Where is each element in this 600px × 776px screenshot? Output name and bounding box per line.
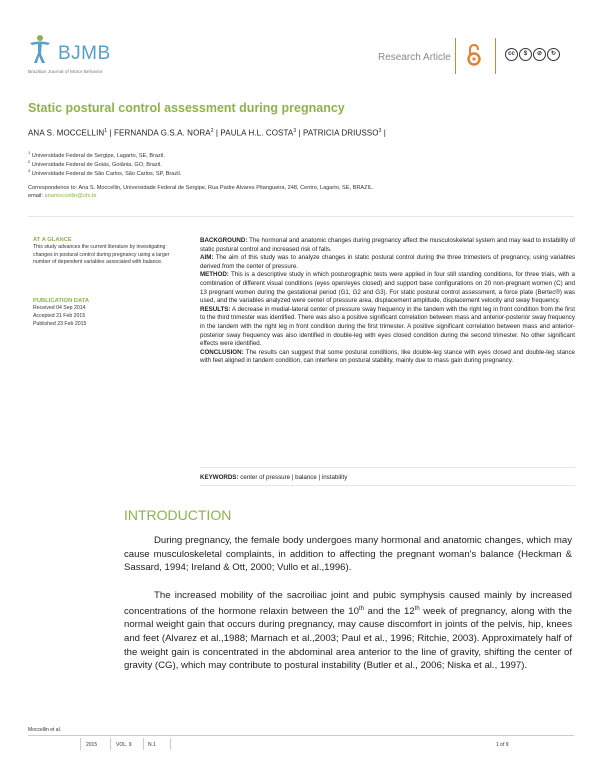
divider: [200, 467, 575, 468]
header-divider-2: [495, 38, 496, 74]
body-paragraph: The increased mobility of the sacroiliac joint and pubic symphysis caused mainly by increased concentrations of the hormone relaxin between the 10th and the 12th week of pregnancy, along with the normal weight gain that occurs during pregnancy, may cause discomfort in joints of the pelvis, hip, knees and feet (Alvarez et al.,1988; Marnach et al.,2003; Paul et al., 1996; Ritchie, 2003). Approximately half of the weight gain is concentrated in the abdominal area anterior to the line of gravity, shifting the center of gravity (CG), which may contribute to postural instability (Butler et al., 2006; Niska et al., 1997).: [124, 590, 572, 672]
page-number: 1 of 9: [496, 742, 509, 748]
footer-volume: VOL. 9: [116, 742, 132, 748]
footer-divider: [80, 738, 81, 750]
published-date: Published 23 Feb 2015: [33, 321, 87, 327]
author-name: PATRICIA DRIUSSO: [303, 128, 379, 138]
email-link[interactable]: anamoccellin@ufs.br: [44, 193, 97, 199]
keywords: KEYWORDS: center of pressure | balance | instability: [200, 474, 348, 481]
author-list: ANA S. MOCCELLIN$^1$ | FERNANDA G.S.A. NORA$^2$ | PAULA H.L. COSTA$^3$ | PATRICIA DRIUSSO$^3$ |: [28, 128, 386, 138]
footer-divider: [110, 738, 111, 750]
abstract: BACKGROUND: The hormonal and anatomic changes during pregnancy affect the musculoskeletal system and may lead to instability of static postural control and increased risk of falls. AIM: The aim of this study was to analyze changes in static postural control during the three trimesters of pregnancy, using variables derived from the center of pressure. METHOD: This is a descriptive study in which posturographic tests were applied in four still standing conditions, for three trials, with a combination of different visual conditions (eyes open/eyes closed) and support base configurations on 20 non-pregnant women (C) and 13 pregnant women during the gestational period (G1, G2 and G3). For static postural control assessment, a force plate (Bertec®) was used, and the variables analyzed were center of pressure area, displacement amplitude, displacement velocity and sway frequency. RESULTS: A decrease in medial-lateral center of pressure sway frequency in the tandem with the right leg in front condition from the first to the third trimester was identified. There was also a positive significant correlation between mass and anterior-posterior sway frequency in the tandem with the right leg in front condition during the first trimester. A positive significant correlation between mass and anterior-posterior sway frequency was also identified in double-leg with eyes closed condition during the second trimester. No other significant effects were identified. CONCLUSION: The results can suggest that some postural conditions, like double-leg stance with eyes closed and double-leg stance with feet aligned in tandem condition, can interfere on postural stability, mainly due to mass gain during pregnancy.: [200, 237, 576, 365]
correspondence: Correspondence to: Ana S. Moccellin, Universidade Federal de Sergipe, Rua Padre Alvares Pitangueira, 248, Centro, Lagarto, SE, BRAZIL.: [28, 185, 374, 191]
at-a-glance-text: This study advances the current literature by investigating changes in postural control during pregnancy using a larger number of dependent variables associated with balance.: [33, 244, 170, 265]
author-name: FERNANDA G.S.A. NORA: [114, 128, 211, 138]
received-date: Received 04 Sep 2014: [33, 305, 86, 311]
divider: [200, 485, 575, 486]
journal-logo-figure-icon: [28, 34, 52, 64]
accepted-date: Accepted 21 Feb 2015: [33, 313, 86, 319]
email-line: email: anamoccellin@ufs.br: [28, 193, 97, 199]
header-divider: [455, 38, 456, 74]
license-badge[interactable]: [505, 48, 560, 61]
publication-data-heading: PUBLICATION DATA: [33, 298, 90, 304]
author-name: ANA S. MOCCELLIN: [28, 128, 105, 138]
footer-rule: [28, 735, 574, 736]
footer-number: N.1: [148, 742, 156, 748]
nc-icon: ⊘: [533, 48, 546, 61]
at-a-glance-heading: AT A GLANCE: [33, 237, 72, 243]
cc-icon: cc: [505, 48, 518, 61]
affiliation: $^2$ Universidade Federal de Goiás, Goiânia, GO, Brazil.: [28, 159, 162, 168]
article-title: Static postural control assessment during pregnancy: [28, 101, 345, 115]
by-icon: $: [519, 48, 532, 61]
footer-year: 2015: [86, 742, 98, 748]
open-access-icon: [466, 44, 482, 66]
affiliation: $^1$ Universidade Federal de Sergipe, Lagarto, SE, Brazil.: [28, 150, 165, 159]
article-type: Research Article: [378, 52, 451, 63]
footer-divider: [170, 738, 171, 750]
footer-author: Moccellin et al.: [28, 727, 62, 733]
author-name: PAULA H.L. COSTA: [220, 128, 294, 138]
footer-divider: [143, 738, 144, 750]
sa-icon: ↻: [547, 48, 560, 61]
journal-full-name: Brazilian Journal of Motor Behavior: [28, 70, 103, 75]
divider: [28, 216, 574, 217]
section-heading: INTRODUCTION: [124, 507, 232, 523]
affiliation: $^3$ Universidade Federal de São Carlos, São Carlos, SP, Brazil.: [28, 168, 182, 177]
body-paragraph: During pregnancy, the female body undergoes many hormonal and anatomic changes, which may cause musculoskeletal complaints, in addition to affecting the pregnant woman's balance (Heckman & Sassard, 1994; Ireland & Ott, 2000; Vullo et al.,1996).: [124, 535, 572, 574]
journal-logo-text: BJMB: [58, 43, 111, 64]
